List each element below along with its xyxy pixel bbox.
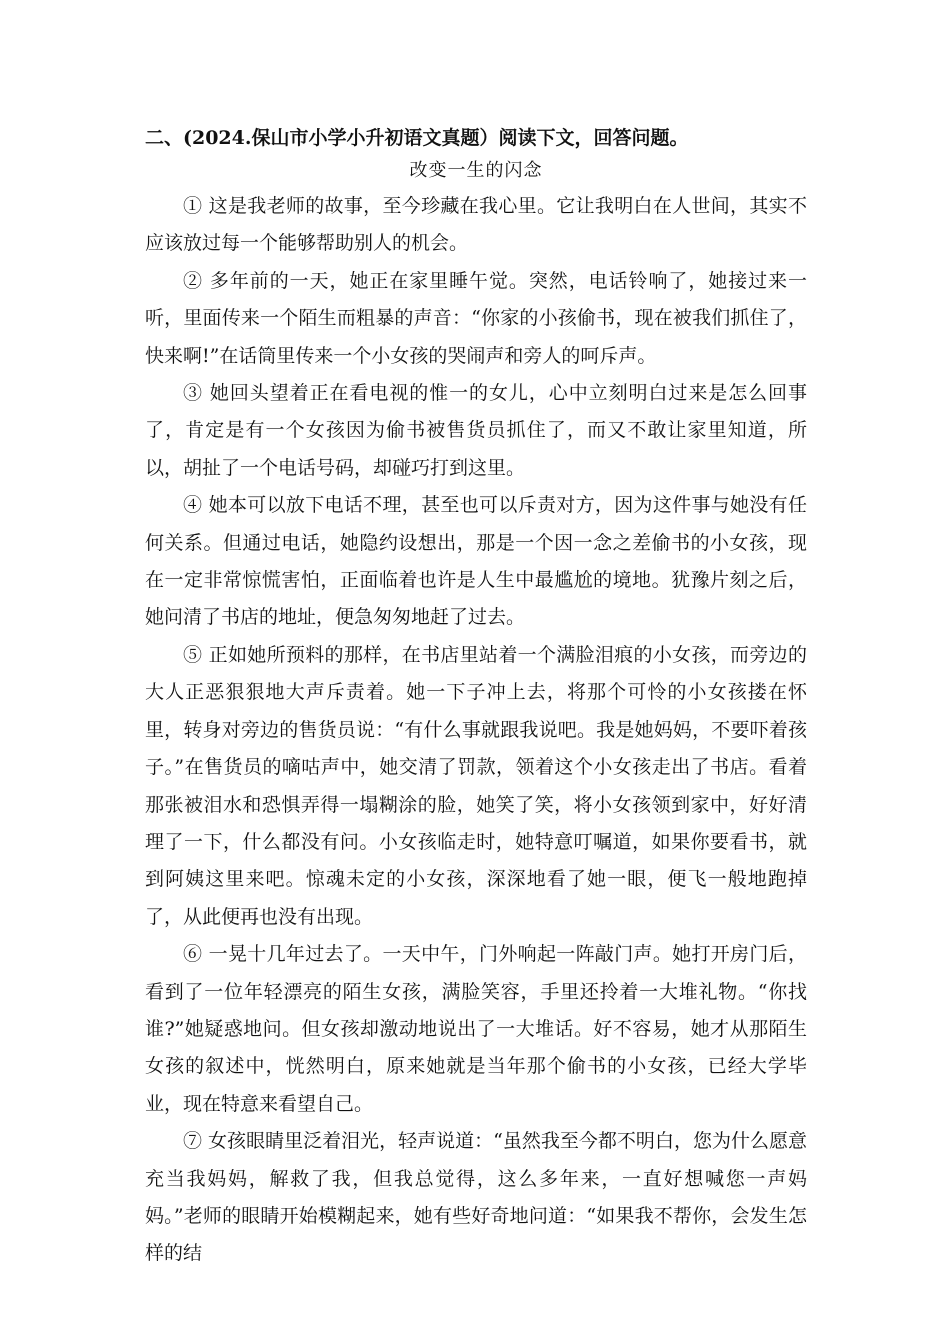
article-body xyxy=(145,188,807,1273)
paragraph-5: ⑤ 正如她所预料的那样，在书店里站着一个满脸泪痕的小女孩，而旁边的大人正恶狠狠地大声斥责着。她一下子冲上去，将那个可怜的小女孩搂在怀里，转身对旁边的售货员说：“有什么事就跟我说吧。我是她妈妈，不要吓着孩子。”在售货员的嘀咕声中，她交清了罚款，领着这个小女孩走出了书店。看着那张被泪水和恐惧弄得一塌糊涂的脸，她笑了笑，将小女孩领到家中，好好清理了一下，什么都没有问。小女孩临走时，她特意叮嘱道，如果你要看书，就到阿姨这里来吧。惊魂未定的小女孩，深深地看了她一眼，便飞一般地跑掉了，从此便再也没有出现。 xyxy=(145,643,807,928)
article-title: 改变一生的闪念 xyxy=(409,160,543,181)
paragraph-6: ⑥ 一晃十几年过去了。一天中午，门外响起一阵敲门声。她打开房门后，看到了一位年轻漂亮的陌生女孩，满脸笑容，手里还拎着一大堆礼物。“你找谁?”她疑惑地问。但女孩却激动地说出了一大堆话。好不容易，她才从那陌生女孩的叙述中，恍然明白，原来她就是当年那个偷书的小女孩，已经大学毕业，现在特意来看望自己。 xyxy=(145,943,807,1115)
paragraph-7: ⑦ 女孩眼睛里泛着泪光，轻声说道：“虽然我至今都不明白，您为什么愿意充当我妈妈，解救了我，但我总觉得，这么多年来，一直好想喊您一声妈妈。”老师的眼睛开始模糊起来，她有些好奇地问道：“如果我不帮你，会发生怎样的结 xyxy=(145,1130,807,1265)
paragraph-3: ③ 她回头望着正在看电视的惟一的女儿，心中立刻明白过来是怎么回事了，肯定是有一个女孩因为偷书被售货员抓住了，而又不敢让家里知道，所以，胡扯了一个电话号码，却碰巧打到这里。 xyxy=(145,382,807,479)
paragraph-4: ④ 她本可以放下电话不理，甚至也可以斥责对方，因为这件事与她没有任何关系。但通过电话，她隐约设想出，那是一个因一念之差偷书的小女孩，现在一定非常惊慌害怕，正面临着也许是人生中最尴尬的境地。犹豫片刻之后，她问清了书店的地址，便急匆匆地赶了过去。 xyxy=(145,494,807,629)
paragraph-2: ② 多年前的一天，她正在家里睡午觉。突然，电话铃响了，她接过来一听，里面传来一个陌生而粗暴的声音：“你家的小孩偷书，现在被我们抓住了，快来啊!”在话筒里传来一个小女孩的哭闹声和旁人的呵斥声。 xyxy=(145,269,807,367)
question-heading: 二、(2024.保山市小学小升初语文真题）阅读下文，回答问题。 xyxy=(145,127,689,149)
paragraph-1: ① 这是我老师的故事，至今珍藏在我心里。它让我明白在人世间，其实不应该放过每一个能够帮助别人的机会。 xyxy=(145,195,807,255)
